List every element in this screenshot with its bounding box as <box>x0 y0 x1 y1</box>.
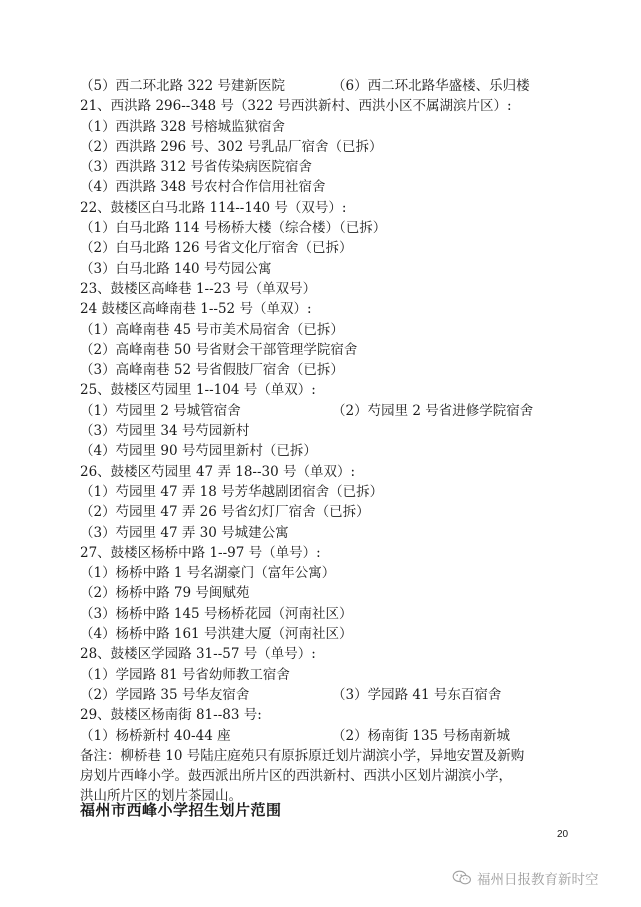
text-line: 25、鼓楼区芍园里 1--104 号（单双）: <box>80 382 316 399</box>
text-line: （2）杨桥中路 79 号闽赋苑 <box>80 585 250 602</box>
text-line: （2）芍园里 47 弄 26 号省幻灯厂宿舍（已拆） <box>80 504 370 521</box>
text-line: （1）芍园里 47 弄 18 号芳华越剧团宿舍（已拆） <box>80 483 384 500</box>
text-line: 22、鼓楼区白马北路 114--140 号（双号）: <box>80 199 347 216</box>
text-line: （4）芍园里 90 号芍园里新村（已拆） <box>80 443 317 460</box>
list-item: （2）芍园里 2 号省进修学院宿舍 <box>332 402 534 419</box>
list-item: （6）西二环北路华盛楼、乐归楼 <box>332 78 530 94</box>
list-item: （2）学园路 35 号华友宿舍 <box>80 686 250 703</box>
document-body <box>80 76 580 807</box>
list-item: （3）学园路 41 号东百宿舍 <box>332 686 502 703</box>
list-item: （5）西二环北路 322 号建新医院 <box>80 78 285 94</box>
text-line <box>80 726 580 746</box>
text-line: （2）西洪路 296 号、302 号乳品厂宿舍（已拆） <box>80 138 383 155</box>
text-line: （1）白马北路 114 号杨桥大楼（综合楼）（已拆） <box>80 220 387 237</box>
text-line: 21、西洪路 296--348 号（322 号西洪新村、西洪小区不属湖滨片区）: <box>80 98 512 115</box>
watermark-text: 福州日报教育新时空 <box>477 872 599 888</box>
text-line: 29、鼓楼区杨南街 81--83 号: <box>80 707 262 724</box>
text-line: （3）芍园里 34 号芍园新村 <box>80 423 250 440</box>
text-line: 洪山所片区的划片茶园山。 <box>80 788 242 805</box>
text-line: 24 鼓楼区高峰南巷 1--52 号（单双）: <box>80 301 312 318</box>
text-line: （3）西洪路 312 号省传染病医院宿舍 <box>80 159 312 176</box>
text-line: 27、鼓楼区杨桥中路 1--97 号（单号）: <box>80 544 321 561</box>
wechat-icon <box>452 870 472 886</box>
text-line: （1）西洪路 328 号榕城监狱宿舍 <box>80 118 285 135</box>
text-line: 26、鼓楼区芍园里 47 弄 18--30 号（单双）: <box>80 463 356 480</box>
text-line: （2）高峰南巷 50 号省财会干部管理学院宿舍 <box>80 341 358 358</box>
text-line: （2）白马北路 126 号省文化厅宿舍（已拆） <box>80 240 353 257</box>
list-item: （1）芍园里 2 号城管宿舍 <box>80 402 241 419</box>
text-line: 备注：柳桥巷 10 号陆庄庭苑只有原拆原迁划片湖滨小学，异地安置及新购 <box>80 747 525 764</box>
text-line: 28、鼓楼区学园路 31--57 号（单号）: <box>80 646 316 663</box>
page-number: 20 <box>557 829 569 840</box>
text-line: （3）芍园里 47 弄 30 号城建公寓 <box>80 524 289 541</box>
text-line: （3）白马北路 140 号芍园公寓 <box>80 260 272 277</box>
text-line: （3）杨桥中路 145 号杨桥花园（河南社区） <box>80 605 353 622</box>
text-line: （1）学园路 81 号省幼师教工宿舍 <box>80 666 290 683</box>
text-line <box>80 685 580 705</box>
list-item: （2）杨南街 135 号杨南新城 <box>332 727 510 744</box>
text-line: 房划片西峰小学。鼓西派出所片区的西洪新村、西洪小区划片湖滨小学， <box>80 768 512 785</box>
text-line <box>80 401 580 421</box>
watermark <box>452 868 599 888</box>
text-line: （1）杨桥中路 1 号名湖豪门（富年公寓） <box>80 565 336 582</box>
text-line <box>80 76 580 96</box>
list-item: （1）杨桥新村 40-44 座 <box>80 727 231 744</box>
text-line: （1）高峰南巷 45 号市美术局宿舍（已拆） <box>80 321 344 338</box>
text-line: （4）杨桥中路 161 号洪建大厦（河南社区） <box>80 626 353 643</box>
section-title: 福州市西峰小学招生划片范围 <box>80 801 282 819</box>
text-line: 23、鼓楼区高峰巷 1--23 号（单双号） <box>80 280 317 297</box>
text-line: （3）高峰南巷 52 号省假肢厂宿舍（已拆） <box>80 362 344 379</box>
text-line: （4）西洪路 348 号农村合作信用社宿舍 <box>80 179 326 196</box>
